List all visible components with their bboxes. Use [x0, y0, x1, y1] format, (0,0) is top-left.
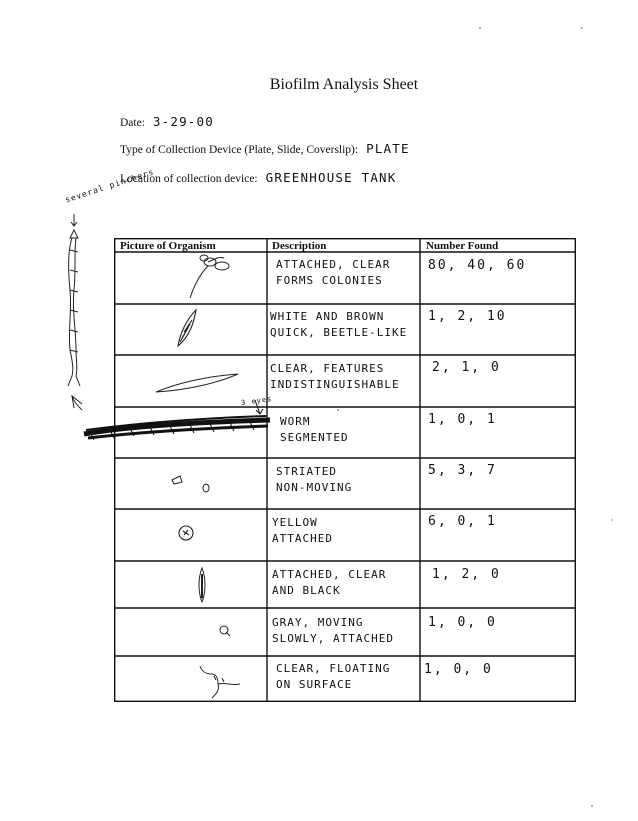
table-row-number: 1, 2, 0	[432, 567, 501, 582]
organism-sketch-gray	[216, 622, 234, 640]
table-row-number: 6, 0, 1	[428, 514, 497, 529]
table-row-number: 1, 2, 10	[428, 309, 507, 324]
date-label: Date:	[120, 117, 145, 129]
date-field	[120, 114, 214, 129]
table-row-description: ATTACHED, CLEAR AND BLACK	[272, 568, 387, 597]
collection-device-label: Type of Collection Device (Plate, Slide, Coverslip):	[120, 144, 359, 156]
header-picture: Picture of Organism	[120, 240, 216, 252]
organism-sketch-beetle	[172, 306, 202, 350]
table-row-description: GRAY, MOVING SLOWLY, ATTACHED	[272, 616, 394, 645]
location-value: GREENHOUSE TANK	[265, 170, 397, 185]
header-description: Description	[272, 240, 327, 252]
margin-annotation: several pinchers	[64, 167, 156, 205]
table-row-description: ATTACHED, CLEAR FORMS COLONIES	[276, 258, 391, 287]
organism-sketch-striated	[168, 472, 216, 496]
location-label: Location of collection device:	[120, 173, 258, 185]
date-value: 3-29-00	[152, 114, 214, 129]
organism-sketch-floating	[196, 662, 248, 700]
location-field	[120, 170, 397, 185]
organism-sketch-yellow	[176, 522, 198, 544]
page-title: Biofilm Analysis Sheet	[269, 76, 419, 93]
collection-device-value: PLATE	[366, 141, 410, 156]
organism-sketch-colony	[180, 250, 240, 300]
table-row-number: 80, 40, 60	[428, 258, 527, 273]
margin-sketch	[60, 190, 90, 420]
table-row-description: WHITE AND BROWN QUICK, BEETLE-LIKE	[270, 310, 408, 339]
table-row-number: 2, 1, 0	[432, 360, 501, 375]
table-row-number: 5, 3, 7	[428, 463, 497, 478]
collection-device-field	[120, 141, 410, 156]
worm-annotation: 3 eyes	[240, 394, 273, 408]
table-row-description: YELLOW ATTACHED	[272, 516, 333, 545]
table-row-description: WORM SEGMENTED	[280, 415, 349, 444]
table-row-number: 1, 0, 0	[428, 615, 497, 630]
table-row-description: CLEAR, FEATURES INDISTINGUISHABLE	[270, 362, 400, 391]
header-number-found: Number Found	[426, 240, 499, 252]
table-row-number: 1, 0, 1	[428, 412, 497, 427]
table-row-description: CLEAR, FLOATING ON SURFACE	[276, 662, 391, 691]
organism-sketch-clear-filament	[150, 368, 242, 396]
organism-sketch-black	[194, 566, 210, 604]
table-row-number: 1, 0, 0	[424, 662, 493, 677]
table-row-description: STRIATED NON-MOVING	[276, 465, 353, 494]
